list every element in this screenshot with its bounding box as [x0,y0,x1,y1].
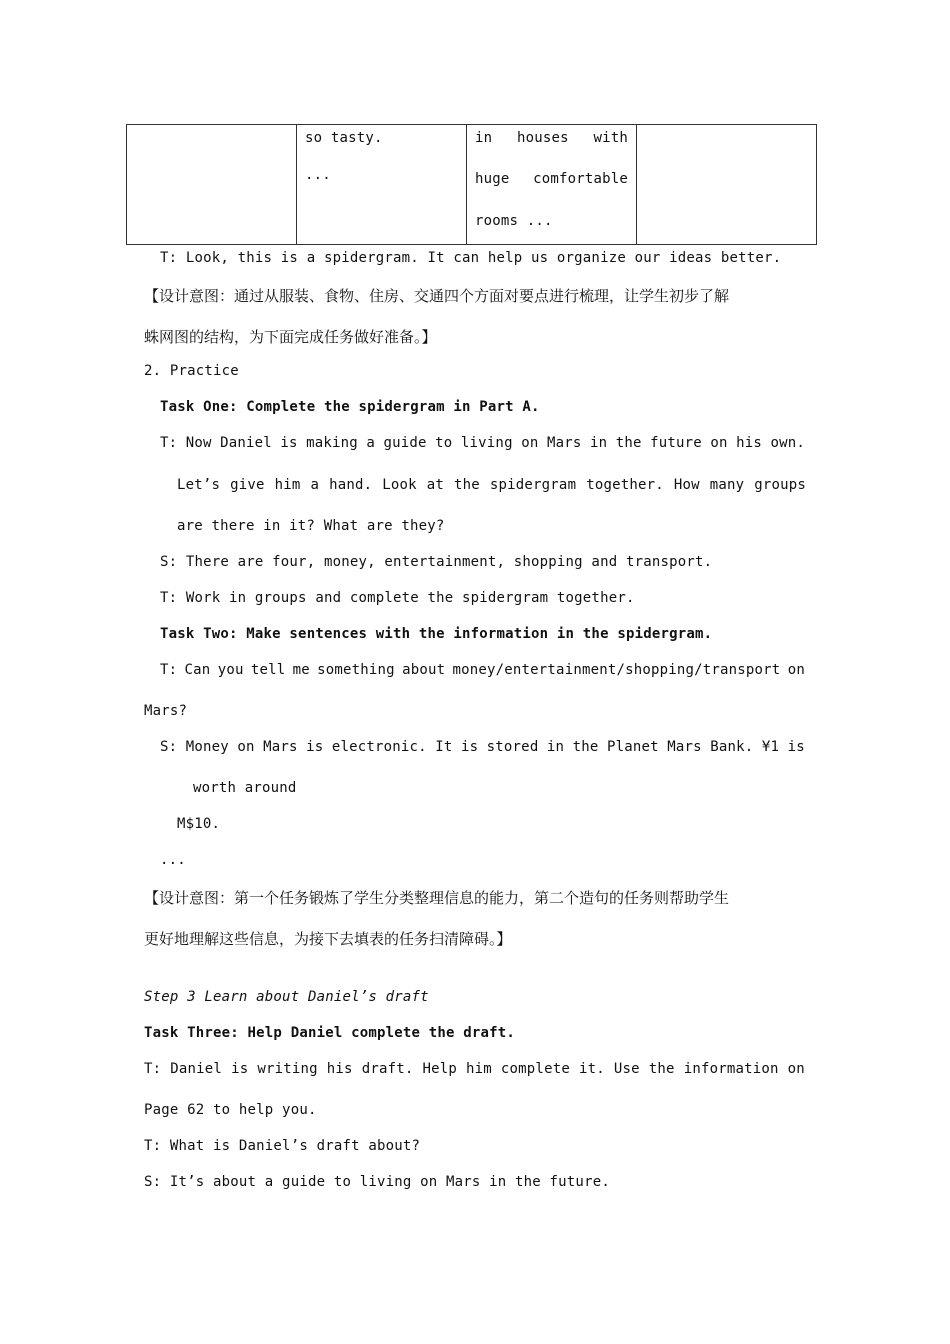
word: S: [160,739,178,755]
word: Now [185,435,212,451]
word: with [593,130,628,146]
cell-text: rooms ... [475,213,553,229]
design-note: 蛛网图的结构，为下面完成任务做好准备。】 [144,328,437,346]
student-line: S: There are four, money, entertainment, shopping and transport. [160,554,713,570]
section-heading: 2. Practice [144,363,239,379]
task-heading: Task Three: Help Daniel complete the draft. [144,1025,516,1041]
word: a [366,435,376,451]
cell-text: so tasty. [305,130,383,146]
task-heading: Task Two: Make sentences with the information in the spidergram. [160,626,713,642]
word: How [673,477,700,493]
word: electronic. [331,739,427,755]
word: Look [382,477,417,493]
word: living [460,435,513,451]
word: on [787,1061,805,1077]
cell-text: ... [305,167,331,183]
word: money/entertainment/shopping/transport [452,662,781,678]
teacher-line: T: Work in groups and complete the spidergram together. [160,590,635,606]
word: information [683,1061,779,1077]
word: is [787,739,805,755]
word: complete [500,1061,570,1077]
word: draft. [361,1061,414,1077]
word: something [317,662,395,678]
word: tell [250,662,286,678]
word: ¥1 [761,739,780,755]
teacher-line [160,662,805,678]
word: the [615,435,642,451]
word: T: [160,662,178,678]
word: huge [475,171,510,187]
student-line [160,739,805,755]
word: it. [578,1061,605,1077]
student-line: M$10. [177,816,221,832]
word: him [274,477,301,493]
word: comfortable [533,171,628,187]
word: Mars [667,739,702,755]
word: the [572,739,599,755]
word: hand. [329,477,373,493]
step-heading: Step 3 Learn about Daniel’s draft [144,989,429,1005]
word: is [280,435,298,451]
word: T: [160,435,178,451]
word: own. [770,435,805,451]
cell-text-justified [475,171,628,187]
word: about [402,662,446,678]
word: you [217,662,244,678]
word: on [710,435,728,451]
table-cell [297,125,467,245]
word: writing [257,1061,318,1077]
ellipsis: ... [160,852,186,868]
word: Daniel [220,435,272,451]
word: guide [383,435,427,451]
word: on [787,662,805,678]
word: is [231,1061,249,1077]
word: groups [754,477,806,493]
word: making [306,435,358,451]
word: stored [486,739,539,755]
word: at [426,477,445,493]
word: to [435,435,453,451]
word: on [237,739,255,755]
teacher-line: T: Look, this is a spidergram. It can help us organize our ideas better. [160,250,782,266]
teacher-line [144,1061,805,1077]
cell-text-justified [475,130,628,146]
word: in [475,130,493,146]
word: Can [184,662,211,678]
design-note: 【设计意图：第一个任务锻炼了学生分类整理信息的能力，第二个造句的任务则帮助学生 [144,889,730,907]
word: Planet [607,739,659,755]
design-note: 【设计意图：通过从服装、食物、住房、交通四个方面对要点进行梳理，让学生初步了解 [144,287,730,305]
teacher-line [160,435,805,451]
word: Money [185,739,229,755]
word: him [466,1061,492,1077]
word: a [310,477,320,493]
word: houses [516,130,569,146]
word: his [736,435,762,451]
word: Help [422,1061,457,1077]
task-heading: Task One: Complete the spidergram in Part A. [160,399,540,415]
word: many [709,477,745,493]
word: in [589,435,608,451]
word: It [435,739,453,755]
word: his [326,1061,353,1077]
word: the [648,1061,675,1077]
word: Let’s [177,477,221,493]
word: future [650,435,702,451]
word: is [460,739,479,755]
teacher-line: Page 62 to help you. [144,1102,317,1118]
word: on [521,435,539,451]
word: Bank. [710,739,754,755]
word: spidergram [489,477,577,493]
word: the [454,477,480,493]
content-table [126,124,817,245]
word: is [306,739,324,755]
table-cell [637,125,817,245]
student-line: worth around [193,780,297,796]
design-note: 更好地理解这些信息，为接下去填表的任务扫清障碍。】 [144,930,512,948]
word: Use [613,1061,640,1077]
word: me [292,662,310,678]
word: give [230,477,265,493]
teacher-line: T: What is Daniel’s draft about? [144,1138,421,1154]
table-cell [467,125,637,245]
teacher-line: Mars? [144,703,188,719]
table-row [127,125,817,245]
table-cell [127,125,297,245]
word: Mars [263,739,298,755]
teacher-line: are there in it? What are they? [177,518,445,534]
word: together. [586,477,664,493]
word: Mars [546,435,582,451]
student-line: S: It’s about a guide to living on Mars in the future. [144,1174,610,1190]
word: Daniel [170,1061,223,1077]
word: in [546,739,565,755]
word: T: [144,1061,162,1077]
teacher-line [177,477,806,493]
